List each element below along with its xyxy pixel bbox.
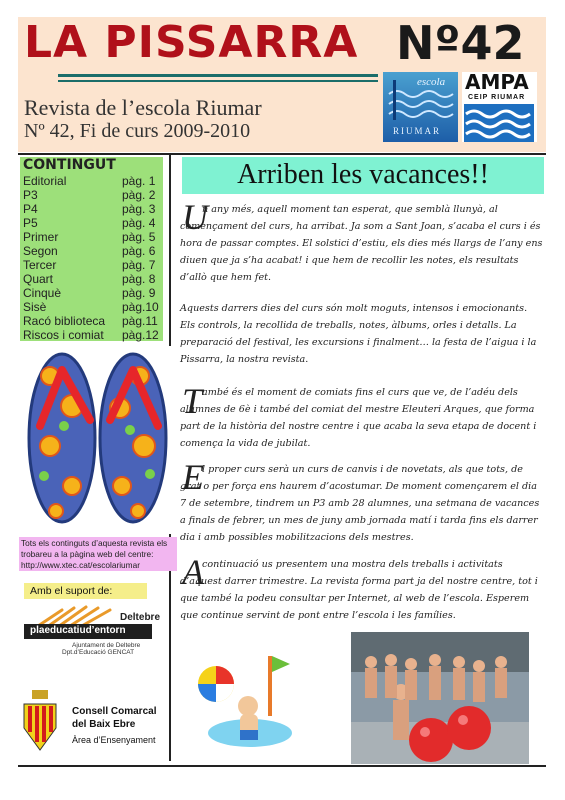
school-logo-text: escola	[417, 76, 446, 88]
contents-item-page: pàg. 8	[122, 272, 156, 286]
contents-item[interactable]	[23, 188, 161, 202]
contents-item-label: Racó biblioteca	[23, 314, 106, 328]
contents-item[interactable]	[23, 300, 161, 314]
footer-divider	[18, 765, 546, 767]
contents-item[interactable]	[23, 272, 161, 286]
contents-item-label: Editorial	[23, 174, 67, 188]
school-logo-caption: RIUMAR	[393, 126, 442, 136]
article-title: Arriben les vacances!!	[237, 159, 489, 190]
contents-item[interactable]	[23, 174, 161, 188]
magazine-subtitle: Revista de l’escola Riumar	[24, 95, 262, 120]
drop-cap: A	[182, 552, 204, 592]
contents-item-page: pàg. 6	[122, 244, 156, 258]
contents-item-page: pàg.11	[122, 314, 158, 328]
council-department: Àrea d’Ensenyament	[72, 735, 156, 745]
children-photo	[351, 632, 529, 764]
contents-item-label: Cinquè	[23, 286, 62, 300]
contents-item[interactable]	[23, 328, 161, 342]
article-paragraph: l proper curs serà un curs de canvis i de novetats, als que tots, de grat o per força ens haurem d’acostumar. De moment començarem el dia 7 de setembre, tindrem un P3 amb 28 alumnes, una setmana de vacances a finals de febrer, un mes de juny amb jornada matí i tarda fins els darrer dia i amb possibles mobilitzacions dels mestres.	[180, 464, 540, 543]
contents-item-page: pàg. 9	[122, 286, 156, 300]
contents-item-label: Segon	[23, 244, 58, 258]
contents-item-label: P3	[23, 188, 38, 202]
support-label: Amb el suport de:	[24, 583, 147, 599]
contents-item-page: pàg. 5	[122, 230, 156, 244]
contents-item-label: Sisè	[23, 300, 47, 314]
ampa-logo-sub: CEIP RIUMAR	[468, 94, 526, 101]
council-name-line2: del Baix Ebre	[72, 719, 136, 730]
school-logo	[383, 72, 458, 142]
contents-item[interactable]	[23, 244, 161, 258]
beach-ball-kid-illustration	[190, 648, 295, 758]
pla-educatiu-title: plaeducatiud’entorn	[30, 625, 126, 636]
contents-item-page: pàg. 1	[122, 174, 156, 188]
issue-badge: Nº42	[396, 16, 525, 70]
pla-educatiu-logo	[22, 602, 172, 657]
pla-educatiu-line1: Ajuntament de Deltebre	[72, 642, 141, 649]
header-rule	[58, 74, 378, 77]
header-divider	[18, 153, 546, 155]
contents-title: CONTINGUT	[23, 157, 116, 173]
contents-item-label: Tercer	[23, 258, 57, 272]
masthead-title: LA PISSARRA	[24, 17, 359, 68]
article-paragraph: ambé és el moment de comiats fins el curs que ve, de l’adéu dels alumnes de 6è i també del comiat del mestre Eleuteri Arques, que forma part de la història del nostre centre i que acaba la seva etapa de docent i comença la vida de jubilat.	[180, 387, 537, 449]
contents-item[interactable]	[23, 258, 161, 272]
contents-item-page: pàg. 7	[122, 258, 156, 272]
pla-educatiu-top: Deltebre	[120, 612, 161, 623]
ampa-logo	[462, 72, 537, 142]
consell-comarcal-logo	[20, 688, 175, 756]
contents-item[interactable]	[23, 202, 161, 216]
drop-cap: U	[182, 197, 208, 237]
coat-of-arms-icon	[20, 688, 60, 754]
website-note: Tots els continguts d’aquesta revista els trobareu a la pàgina web del centre: http://www.xtec.cat/escolariumar	[19, 537, 177, 571]
header-rule	[58, 80, 378, 82]
contents-item[interactable]	[23, 314, 161, 328]
contents-item-label: Primer	[23, 230, 59, 244]
contents-item-page: pàg.12	[122, 328, 159, 342]
issue-line: Nº 42, Fi de curs 2009-2010	[24, 120, 251, 142]
flip-flops-drawing	[20, 346, 175, 534]
contents-item[interactable]	[23, 286, 161, 300]
contents-item-label: Riscos i comiat	[23, 328, 104, 342]
contents-item-page: pàg. 4	[122, 216, 156, 230]
contents-item-label: P4	[23, 202, 38, 216]
contents-item-page: pàg. 3	[122, 202, 156, 216]
council-name-line1: Consell Comarcal	[72, 706, 157, 717]
contents-item[interactable]	[23, 230, 161, 244]
drop-cap: E	[182, 457, 204, 497]
contents-item[interactable]	[23, 216, 161, 230]
contents-item-page: pàg.10	[122, 300, 159, 314]
contents-item-label: P5	[23, 216, 38, 230]
article-paragraph: continuació us presentem una mostra dels treballs i activitats d’aquest darrer trimestre. La revista forma part ja del nostre centre, tot i que també la podeu consultar per Internet, al web de l’escola. Esperem que continue servint de pont entre l’escola i les famílies.	[180, 559, 538, 621]
waves-icon	[462, 104, 537, 144]
ampa-logo-title: AMPA	[465, 70, 529, 94]
pla-educatiu-line2: Dpt.d’Educació GENCAT	[62, 649, 135, 656]
contents-item-page: pàg. 2	[122, 188, 156, 202]
article-paragraph: Aquests darrers dies del curs són molt moguts, intensos i emocionants. Els controls, la recollida de treballs, notes, àlbums, orles i detalls. La preparació del festival, les excursions i finalment… la festa de l’aigua i la Pissarra, la nostra revista.	[180, 303, 537, 365]
article-paragraph: n any més, aquell moment tan esperat, que semblà llunyà, al començament del curs, ha arribat. Ja som a Sant Joan, s’acaba el curs i és hora de passar comptes. El solstici d’estiu, els dies més llargs de l’any ens diuen que ja s’ha acabat! i que hem de recollir les notes, els resultats d’allò que hem fet.	[180, 204, 543, 283]
drop-cap: T	[182, 381, 203, 421]
contents-item-label: Quart	[23, 272, 54, 286]
